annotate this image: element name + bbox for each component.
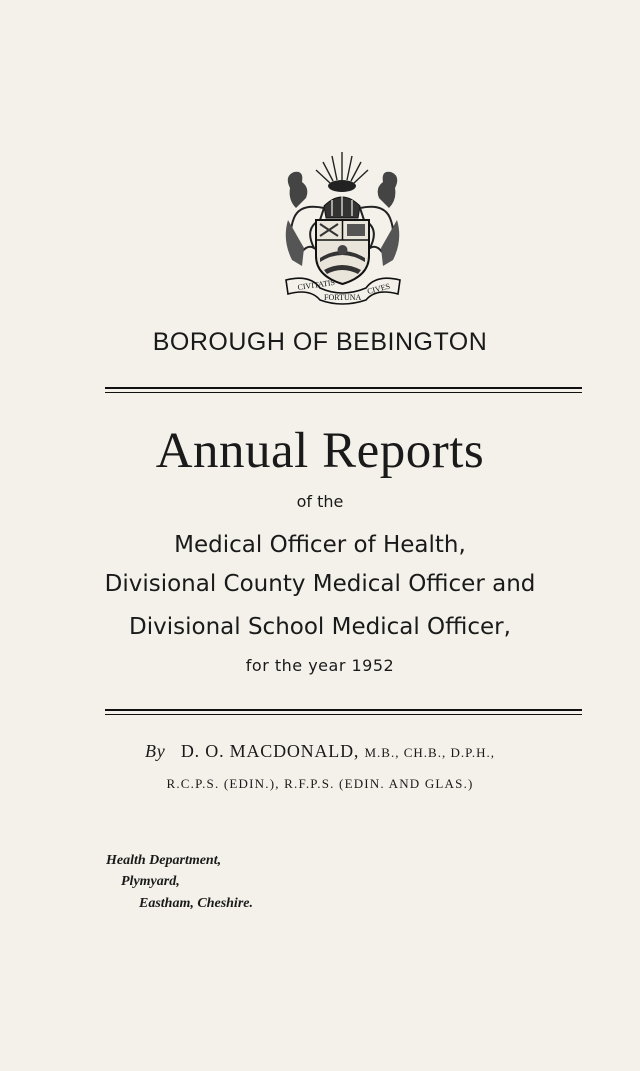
author-qualifications-1: M.B., CH.B., D.P.H.,: [364, 745, 496, 760]
title-of-the: of the: [296, 492, 344, 511]
svg-text:CIVITATIS: CIVITATIS: [297, 277, 336, 292]
title-line-2: Divisional County Medical Officer and: [104, 571, 536, 597]
address-line-1: Health Department,: [106, 853, 222, 868]
report-year: for the year 1952: [245, 656, 395, 675]
author-name: D. O. MACDONALD,: [180, 741, 360, 761]
borough-name: BOROUGH OF BEBINGTON: [152, 328, 488, 356]
author-qualifications-2: R.C.P.S. (EDIN.), R.F.P.S. (EDIN. AND GLAS.): [166, 776, 474, 791]
author-line: [0, 741, 640, 762]
by-label: By: [144, 741, 166, 761]
title-line-3: Divisional School Medical Officer,: [129, 614, 511, 640]
report-title: Annual Reports: [155, 423, 485, 479]
divider-top: [105, 387, 582, 393]
svg-text:FORTUNA: FORTUNA: [324, 293, 362, 302]
svg-text:CIVES: CIVES: [366, 281, 391, 296]
divider-bottom: [105, 709, 582, 715]
title-line-1: Medical Officer of Health,: [174, 532, 466, 558]
coat-of-arms-icon: [280, 148, 405, 308]
address-line-3: Eastham, Cheshire.: [139, 896, 253, 911]
address-line-2: Plymyard,: [121, 874, 180, 889]
